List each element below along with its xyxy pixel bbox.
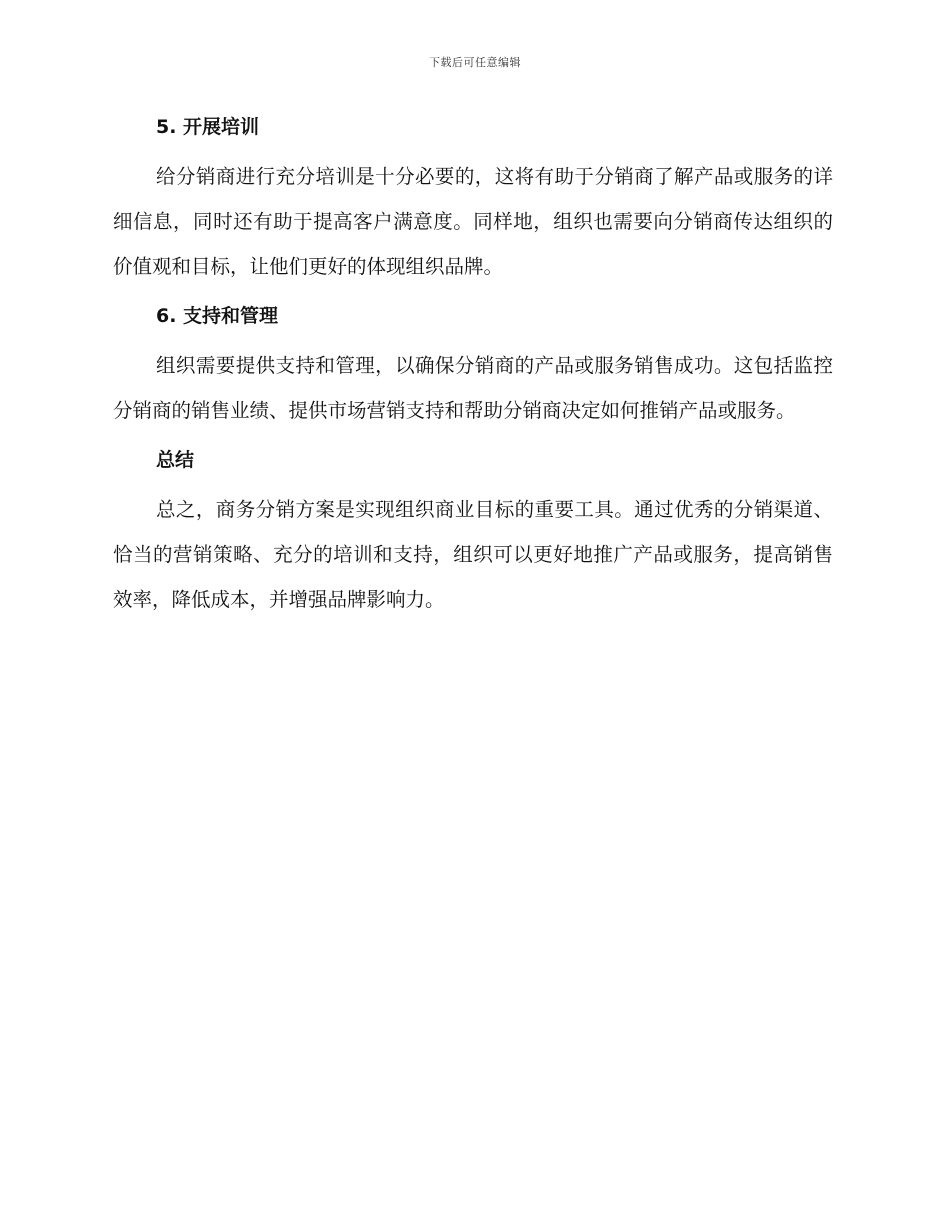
page-header: 下载后可任意编辑 <box>429 56 521 69</box>
section-heading-support: 6. 支持和管理 <box>156 305 279 327</box>
paragraph-training: 给分销商进行充分培训是十分必要的，这将有助于分销商了解产品或服务的详细信息，同时还有助于提高客户满意度。同样地，组织也需要向分销商传达组织的价值观和目标，让他们更好的体现组织品牌。 <box>113 165 833 278</box>
paragraph-support: 组织需要提供支持和管理，以确保分销商的产品或服务销售成功。这包括监控分销商的销售业绩、提供市场营销支持和帮助分销商决定如何推销产品或服务。 <box>113 354 833 422</box>
document-body <box>113 112 833 628</box>
section-heading-training: 5. 开展培训 <box>156 116 260 138</box>
paragraph-summary: 总之，商务分销方案是实现组织商业目标的重要工具。通过优秀的分销渠道、恰当的营销策略、充分的培训和支持，组织可以更好地推广产品或服务，提高销售效率，降低成本，并增强品牌影响力。 <box>113 498 833 611</box>
section-heading-summary: 总结 <box>156 449 195 471</box>
